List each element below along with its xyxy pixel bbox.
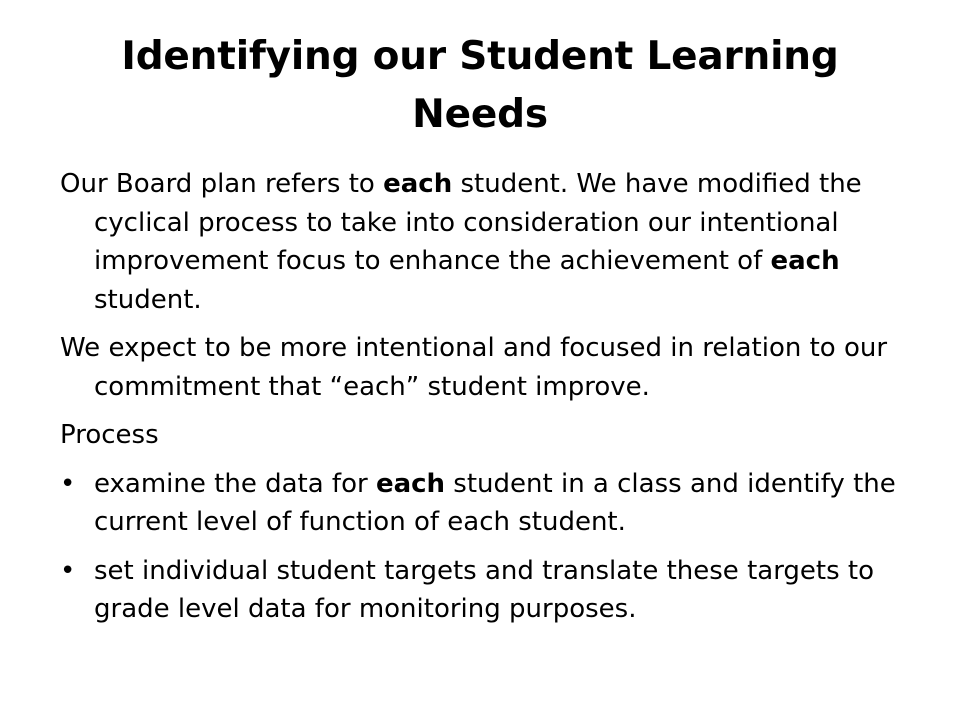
title-line-2: Needs — [412, 92, 548, 137]
paragraph-1-bold-each-1: each — [383, 169, 453, 199]
bullet-dot-icon: • — [60, 468, 76, 499]
bullet-examine-data — [60, 465, 920, 542]
title-line-1: Identifying our Student Learning — [121, 34, 839, 79]
paragraph-expectation: We expect to be more intentional and focused in relation to our commitment that “each” student improve. — [60, 333, 888, 402]
bullet-dot-icon: • — [60, 555, 76, 586]
paragraph-board-plan — [60, 165, 920, 319]
bullet-1-text-b: student in a class and identify the current level of function of each student. — [94, 468, 896, 537]
paragraph-1-text-c: student. — [94, 284, 202, 315]
bullet-1-bold-each: each — [375, 468, 446, 499]
bullet-1-text-a: examine the data for — [94, 468, 376, 499]
process-label: Process — [60, 420, 159, 450]
paragraph-1-text-b: student. We have modified the cyclical process to take into consideration our intentional improvement focus to enhance the achievement of — [94, 169, 862, 276]
slide-body — [60, 165, 920, 639]
bullet-set-targets — [60, 552, 920, 629]
paragraph-1-bold-each-2: each — [770, 246, 840, 276]
bullet-2-text: set individual student targets and translate these targets to grade level data for monitoring purposes. — [94, 555, 875, 624]
paragraph-1-text-a: Our Board plan refers to — [60, 169, 384, 199]
slide-title — [60, 28, 900, 144]
